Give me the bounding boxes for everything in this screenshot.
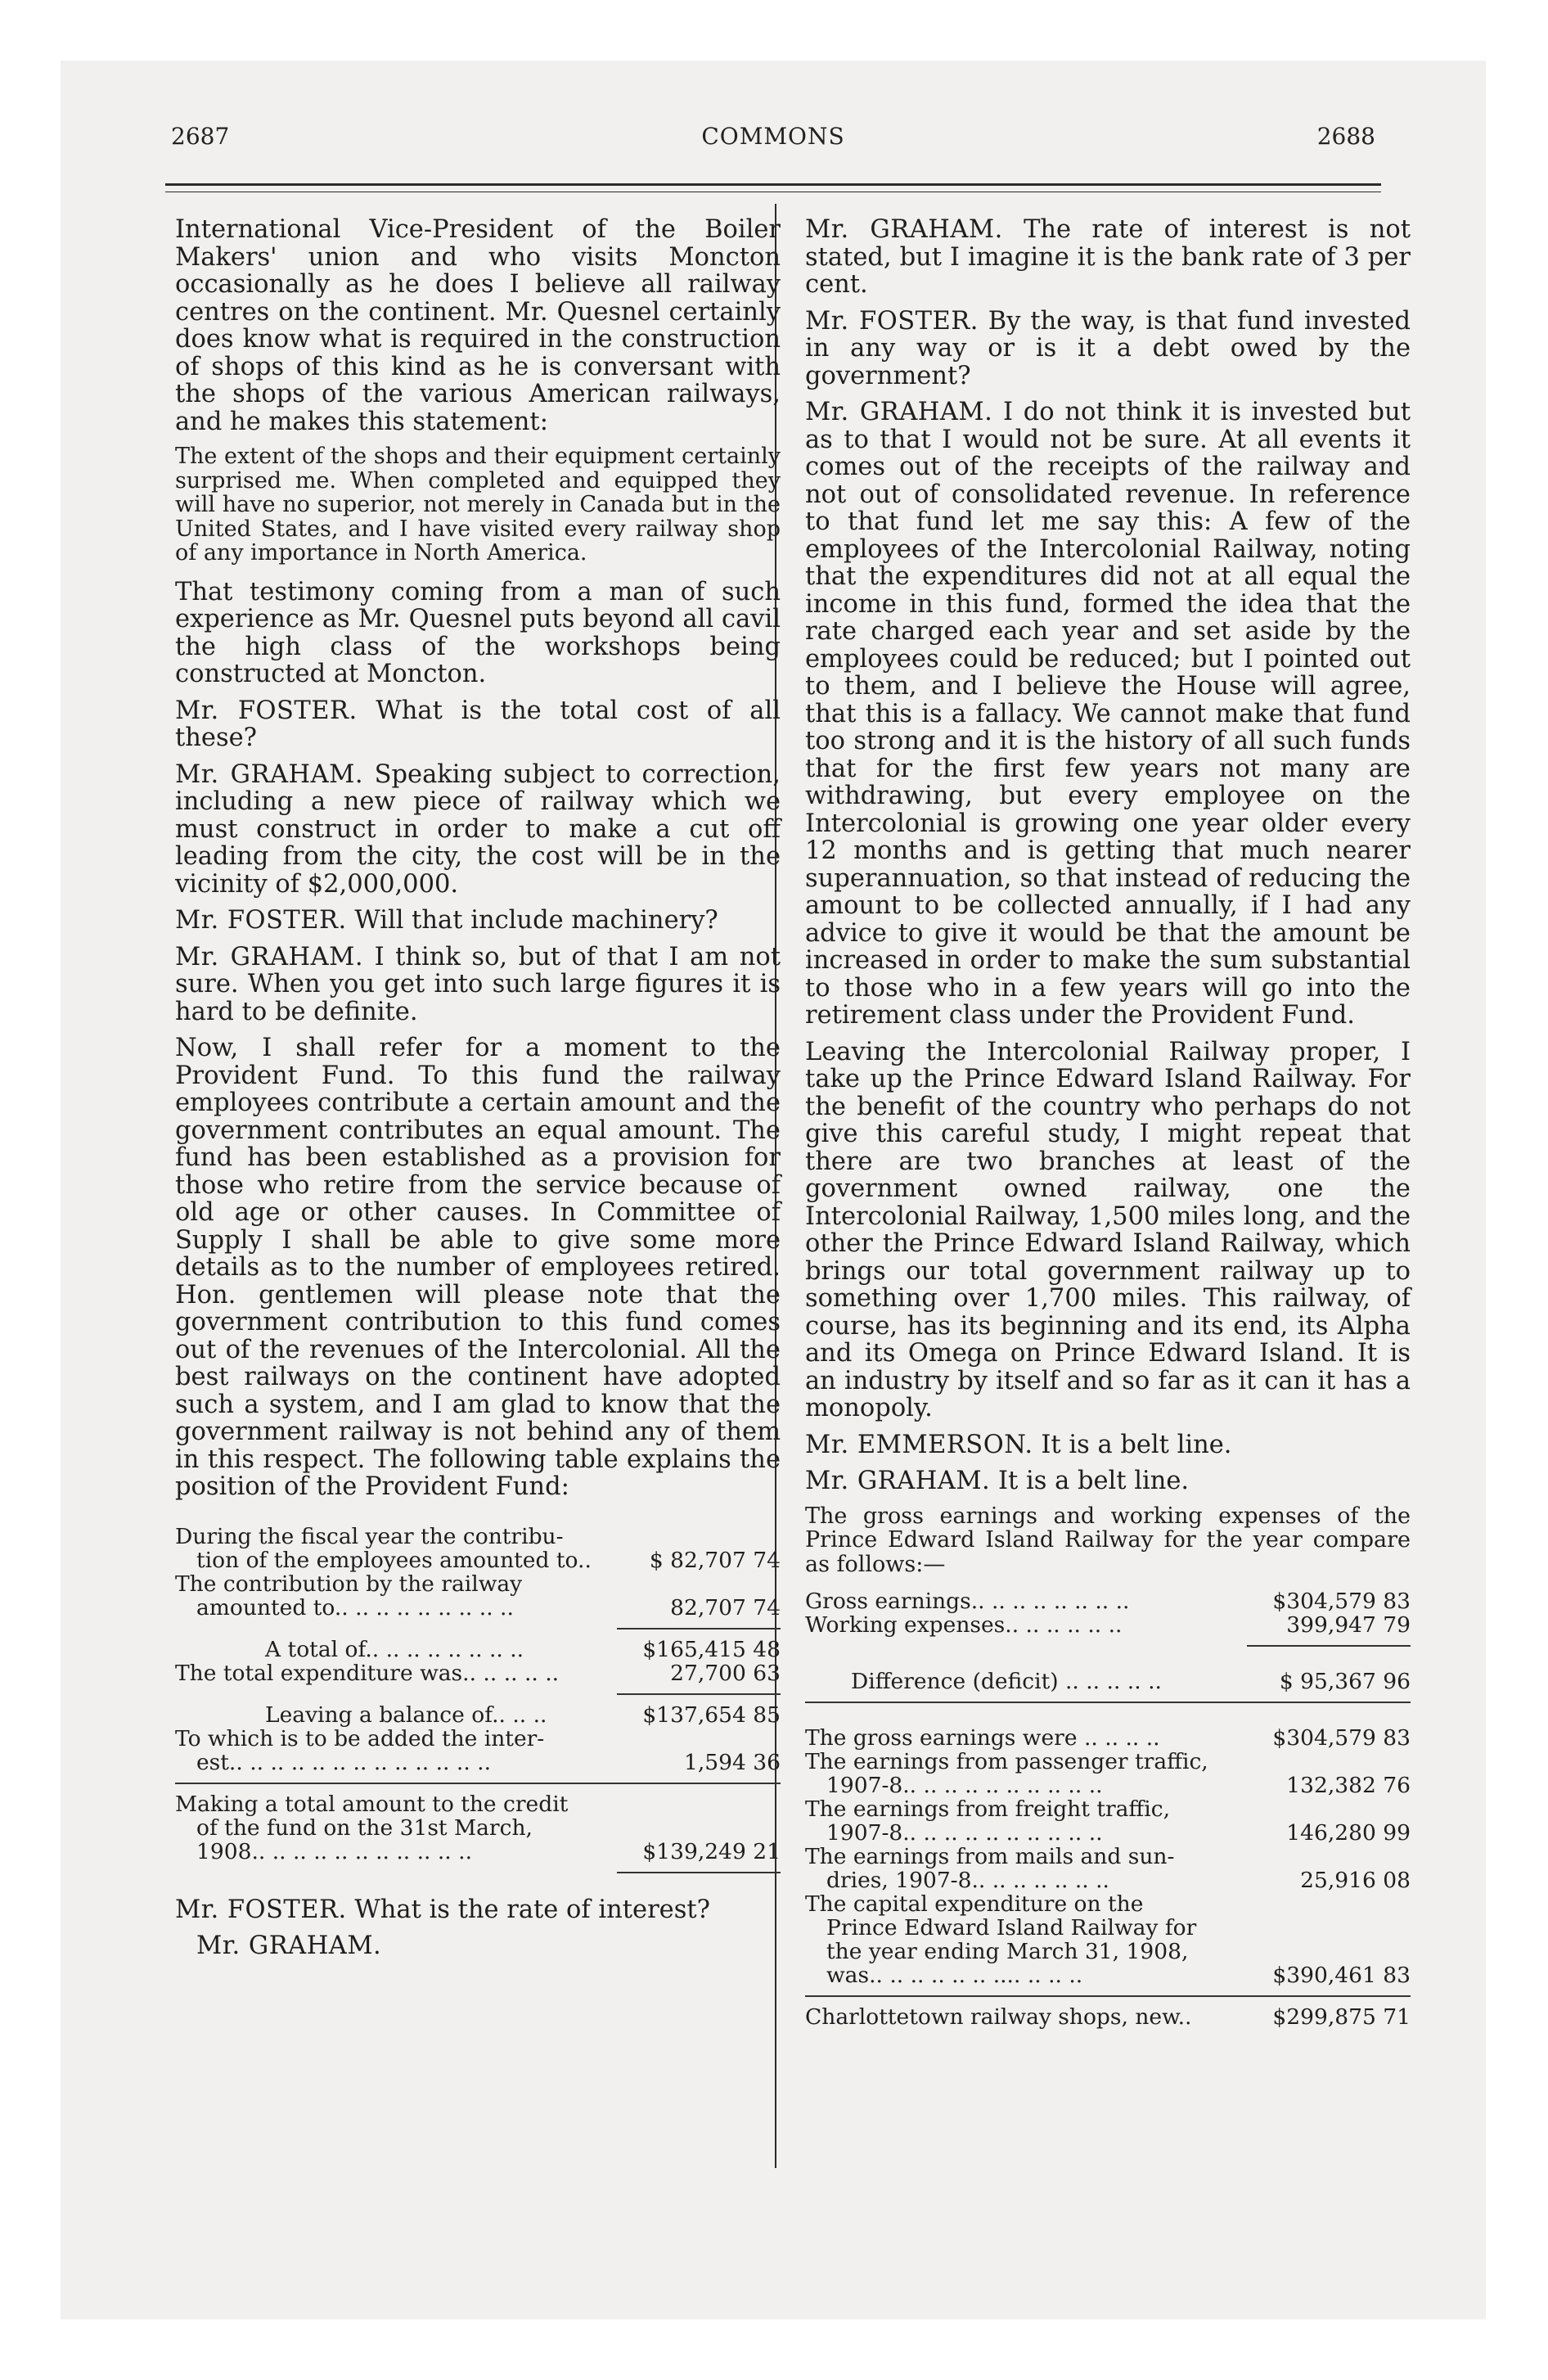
paragraph: Now, I shall refer for a moment to the Provident Fund. To this fund the railway employees contribute a certain amount and the government contributes an equal amount. The fund has been established as a provision for those who retire from the service because of old age or other causes. In Committee of Supply I shall be able to give some more details as to the number of employees retired. Hon. gentlemen will please note that the government contribution to this fund comes out of the revenues of the Intercolonial. All the best railways on the continent have adopted such a system, and I am glad to know that the government railway is not behind any of them in this respect. The following table explains the position of the Provident Fund: [175,1034,781,1501]
speech [805,1431,1411,1459]
left-column [175,216,781,1969]
block-quote: The extent of the shops and their equipment certainly surprised me. When completed and equipped they will have no superior, not merely in Canada but in the United States, and I have visited every railway shop of any importance in North America. [175,444,781,566]
speaker-name: Mr. GRAHAM. [196,1931,382,1960]
speech [805,216,1411,299]
page-title: COMMONS [701,123,845,150]
table-row: Gross earnings.. .. .. .. .. .. .. .. $304,579 83 [805,1589,1411,1614]
speaker-name: Mr. GRAHAM. [175,760,364,789]
sum-rule [617,1872,781,1873]
paragraph: International Vice-President of the Boiler Makers' union and who visits Moncton occasionally as he does I believe all railway centres on the continent. Mr. Quesnel certainly does know what is required in the construction of shops of this kind as he is conversant with the shops of the various American railways, and he makes this statement: [175,215,781,436]
speaker-name: Mr. GRAHAM. [805,398,993,426]
speech [175,761,781,899]
table-row: The earnings from mails and sun- dries, 1907-8.. .. .. .. .. .. .. 25,916 08 [805,1844,1411,1893]
speech-text: By the way, is that fund invested in any way or is it a debt owed by the government? [805,306,1411,390]
scanned-page [61,61,1486,2319]
speech [175,944,781,1026]
speech-text: What is the rate of interest? [354,1895,710,1924]
speech [805,1467,1411,1495]
section-rule [805,1702,1411,1703]
table-row: The capital expenditure on the Prince Edward Island Railway for the year ending March 31, 1908, was.. .. .. .. .. .. .... .. .. .. $390,461 83 [805,1891,1411,1988]
speech [805,308,1411,390]
speech-text: The rate of interest is not stated, but I imagine it is the bank rate of 3 per cent. [805,215,1411,299]
table-row: Difference (deficit) .. .. .. .. .. $ 95,367 96 [851,1669,1411,1694]
table-row: The earnings from freight traffic, 1907-8.. .. .. .. .. .. .. .. .. .. 146,280 99 [805,1796,1411,1846]
speech-text: Speaking subject to correction, including a new piece of railway which we must construct in order to make a cut off leading from the city, the cost will be in the vicinity of $2,000,000. [175,760,781,899]
provident-fund-table [175,1510,781,1896]
right-column [805,216,1411,2029]
page-header [171,123,1375,159]
sum-rule [617,1628,781,1629]
speaker-name: Mr. GRAHAM. [175,942,364,971]
speech [175,1896,781,1924]
paragraph: Leaving the Intercolonial Railway proper, I take up the Prince Edward Island Railway. For the benefit of the country who perhaps do not give this careful study, I might repeat that there are two branches at least of the government owned railway, one the Intercolonial Railway, 1,500 miles long, and the other the Prince Edward Island Railway, which brings our total government railway up to something over 1,700 miles. This railway, of course, has its beginning and its end, its Alpha and its Omega on Prince Edward Island. It is an industry by itself and so far as it can it has a monopoly. [805,1037,1411,1422]
speaker-name: Mr. FOSTER. [805,306,979,336]
table-row: The earnings from passenger traffic, 1907-8.. .. .. .. .. .. .. .. .. .. 132,382 76 [805,1749,1411,1798]
speech-text: What is the total cost of all these? [175,696,781,752]
speech [805,399,1411,1030]
header-rule-thick [165,183,1381,186]
table-row: Working expenses.. .. .. .. .. .. 399,947 79 [805,1612,1411,1638]
speaker-name: Mr. FOSTER. [175,1895,347,1924]
speaker-name: Mr. FOSTER. [175,696,358,725]
speech-text: It is a belt line. [1041,1430,1232,1459]
speech [175,1932,781,1960]
speech-text: I do not think it is invested but as to that I would not be sure. At all events it comes out of the receipts of the railway and not out of consolidated revenue. In reference to that fund let me say this: A few of the employees of the Intercolonial Railway, noting that the expenditures did not at all equal the income in this fund, formed the idea that the rate charged each year and set aside by the employees could be reduced; but I pointed out to them, and I believe the House will agree, that this is a fallacy. We cannot make that fund too strong and it is the history of all such funds that for the first few years not many are withdrawing, but every employee on the Intercolonial is growing one year older every 12 months and is getting that much nearer superannuation, so that instead of reducing the amount to be collected annually, if I had any advice to give it would be that the amount be increased in order to make the sum substantial to those who in a few years will go into the retirement class under the Provident Fund. [805,398,1411,1030]
sum-rule [1247,1645,1411,1647]
table-row: The gross earnings were .. .. .. .. $304,579 83 [805,1725,1411,1751]
table-row: The contribution by the railway amounted to.. .. .. .. .. .. .. .. .. 82,707 74 [175,1571,781,1620]
speech-text: It is a belt line. [997,1467,1190,1495]
pei-railway-table [805,1589,1411,2029]
paragraph: The gross earnings and working expenses of the Prince Edward Island Railway for the year compare as follows:— [805,1503,1411,1577]
speech [175,697,781,752]
speaker-name: Mr. GRAHAM. [805,215,1003,244]
table-row: Making a total amount to the credit of the fund on the 31st March, 1908.. .. .. .. .. .. .. .. .. .. .. $139,249 21 [175,1791,781,1864]
speaker-name: Mr. GRAHAM. [805,1467,991,1495]
sum-rule [617,1693,781,1695]
section-rule [805,1995,1411,1997]
table-row: The total expenditure was.. .. .. .. .. 27,700 63 [175,1660,781,1686]
page-number-left: 2687 [171,123,230,150]
speech-text: I think so, but of that I am not sure. When you get into such large figures it is hard to be definite. [175,942,781,1026]
speech-text: Will that include machinery? [354,906,718,935]
paragraph: That testimony coming from a man of such experience as Mr. Quesnel puts beyond all cavil the high class of the workshops being constructed at Moncton. [175,577,781,688]
table-row: To which is to be added the inter- est.. .. .. .. .. .. .. .. .. .. .. .. .. 1,594 36 [175,1725,781,1775]
section-rule [175,1783,781,1784]
speaker-name: Mr. FOSTER. [175,906,347,935]
page-number-right: 2688 [1316,123,1375,150]
speaker-name: Mr. EMMERSON. [805,1430,1033,1459]
table-row: Charlottetown railway shops, new.. $299,875 71 [805,2004,1411,2030]
table-row: Leaving a balance of.. .. .. $137,654 85 [265,1702,781,1728]
speech [175,907,781,935]
table-row: A total of.. .. .. .. .. .. .. .. $165,415 48 [265,1636,781,1662]
table-row: During the fiscal year the contribu- tion of the employees amounted to.. $ 82,707 74 [175,1523,781,1573]
